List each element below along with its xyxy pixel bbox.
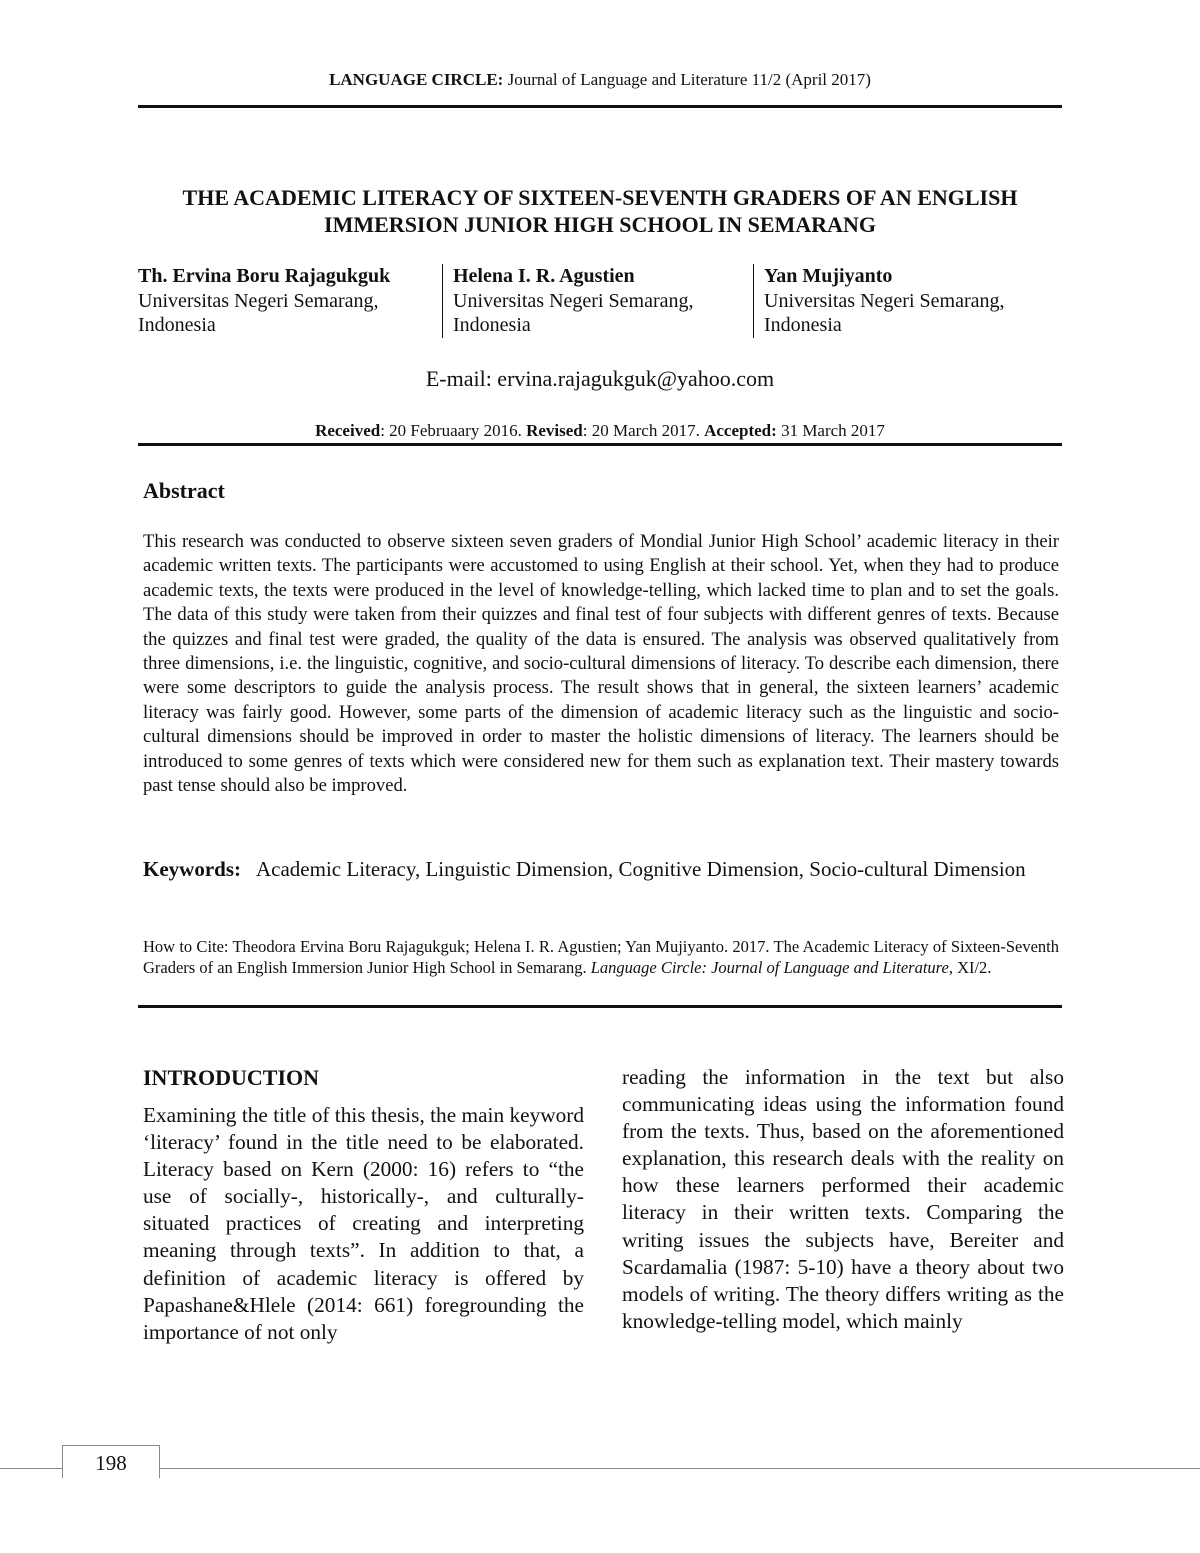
how-to-cite: [143, 936, 1059, 978]
author-affiliation: Universitas Negeri Semarang,: [453, 289, 694, 312]
introduction-right-column: reading the information in the text but also communicating ideas using the information found from the texts. Thus, based on the aforementioned explanation, this research deals with the reality on how these learners performed their academic literacy in their written texts. Comparing the writing issues the subjects have, Bereiter and Scardamalia (1987: 5-10) have a theory about two models of writing. The theory differs writing as the knowledge-telling model, which mainly: [622, 1065, 1064, 1333]
author-name: Yan Mujiyanto: [764, 265, 893, 287]
keywords: [143, 856, 1059, 883]
accepted-label: Accepted:: [704, 421, 777, 440]
keywords-label: Keywords:: [143, 857, 241, 881]
keywords-text: Academic Literacy, Linguistic Dimension, Cognitive Dimension, Socio-cultural Dimension: [256, 857, 1026, 881]
author-country: Indonesia: [764, 314, 842, 336]
revised-label: Revised: [526, 421, 583, 440]
author-affiliation: Universitas Negeri Semarang,: [138, 289, 379, 312]
author-1: [138, 264, 442, 338]
citation-journal: Language Circle: Journal of Language and Literature: [590, 958, 949, 977]
author-name: Helena I. R. Agustien: [453, 265, 635, 287]
author-list: [138, 264, 1062, 338]
introduction-heading: INTRODUCTION: [143, 1065, 320, 1090]
author-name: Th. Ervina Boru Rajagukguk: [138, 265, 391, 287]
citation-issue: , XI/2.: [948, 958, 992, 977]
introduction-left-column: Examining the title of this thesis, the main keyword ‘literacy’ found in the title need to be elaborated. Literacy based on Kern (2000: 16) refers to “the use of socially-, historically-, and culturally-situated practices of creating and interpreting meaning through texts”. In addition to that, a definition of academic literacy is offered by Papashane&Hlele (2014: 661) foregrounding the importance of not only: [143, 1103, 584, 1344]
page-number: 198: [62, 1445, 160, 1478]
abstract-heading: Abstract: [143, 478, 225, 503]
paper-title: [138, 184, 1062, 238]
received-label: Received: [315, 421, 381, 440]
received-date: : 20 Februaary 2016.: [380, 421, 527, 440]
running-head: [0, 70, 1200, 90]
header-rule: [138, 105, 1062, 108]
author-email: E-mail: ervina.rajagukguk@yahoo.com: [425, 366, 775, 391]
footer-rule: [0, 1468, 1200, 1469]
title-line-2: IMMERSION JUNIOR HIGH SCHOOL IN SEMARANG: [324, 212, 876, 237]
journal-name: LANGUAGE CIRCLE:: [329, 70, 504, 89]
citation-text: How to Cite: Theodora Ervina Boru Rajagukguk; Helena I. R. Agustien; Yan Mujiyanto. 2017. The Academic Literacy of Sixteen-Seventh Graders of an English Immersion Junior High School in Semarang.: [143, 937, 1059, 977]
accepted-date: 31 March 2017: [776, 421, 885, 440]
title-line-1: THE ACADEMIC LITERACY OF SIXTEEN-SEVENTH GRADERS OF AN ENGLISH: [182, 185, 1018, 210]
citation-rule: [138, 1005, 1062, 1008]
author-country: Indonesia: [453, 314, 531, 336]
submission-dates: [0, 421, 1200, 441]
author-3: [753, 264, 1059, 338]
author-2: [442, 264, 753, 338]
journal-issue: Journal of Language and Literature 11/2 (April 2017): [503, 70, 871, 89]
revised-date: : 20 March 2017.: [582, 421, 705, 440]
author-affiliation: Universitas Negeri Semarang,: [764, 289, 1005, 312]
abstract-body: This research was conducted to observe sixteen seven graders of Mondial Junior High School’ academic literacy in their academic written texts. The participants were accustomed to using English at their school. Yet, when they had to produce academic texts, the texts were produced in the level of knowledge-telling, which lacked time to plan and to set the goals. The data of this study were taken from their quizzes and final test of four subjects with different genres of texts. Because the quizzes and final test were graded, the quality of the data is ensured. The analysis was observed qualitatively from three dimensions, i.e. the linguistic, cognitive, and socio-cultural dimensions of literacy. To describe each dimension, there were some descriptors to guide the analysis process. The result shows that in general, the sixteen learners’ academic literacy was fairly good. However, some parts of the dimension of academic literacy such as the linguistic and socio-cultural dimensions should be improved in order to master the holistic dimensions of literacy. The learners should be introduced to some genres of texts which were considered new for them such as explanation text. Their mastery towards past tense should also be improved.: [143, 531, 1059, 797]
dates-rule: [138, 443, 1062, 446]
author-country: Indonesia: [138, 314, 216, 336]
